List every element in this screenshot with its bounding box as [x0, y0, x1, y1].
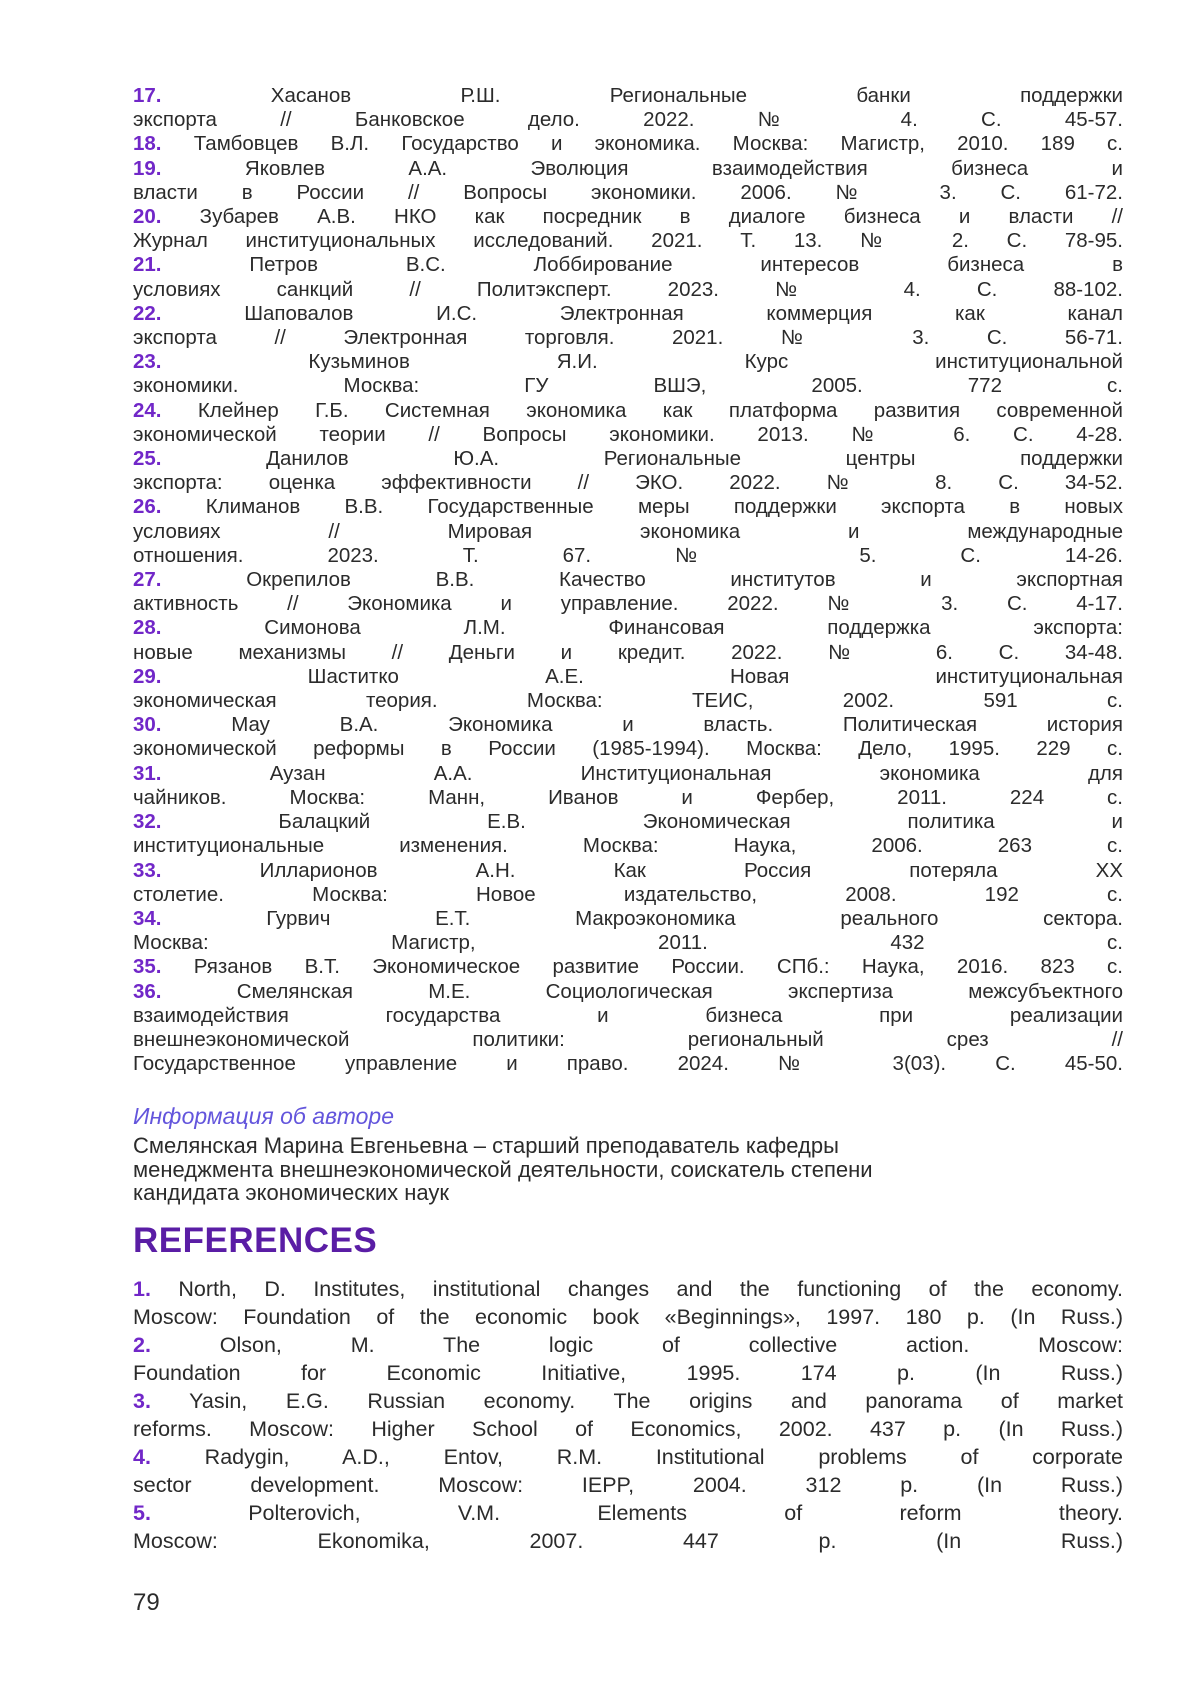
reference-line: 30. Мау В.А. Экономика и власть. Политическая история — [133, 713, 1123, 737]
reference-number: 26. — [133, 495, 162, 519]
reference-line: 32. Балацкий Е.В. Экономическая политика и — [133, 810, 1123, 834]
reference-number: 28. — [133, 616, 162, 640]
reference-line: sector development. Moscow: IEPP, 2004. 312 p. (In Russ.) — [133, 1472, 1123, 1497]
reference-number: 32. — [133, 810, 162, 834]
reference-line: 21. Петров В.С. Лоббирование интересов бизнеса в — [133, 253, 1123, 277]
reference-number: 5. — [133, 1500, 151, 1525]
reference-line: Moscow: Ekonomika, 2007. 447 p. (In Russ.) — [133, 1528, 1123, 1553]
reference-number: 30. — [133, 713, 162, 737]
reference-line: экспорта // Электронная торговля. 2021. № 3. С. 56-71. — [133, 326, 1123, 350]
reference-line: новые механизмы // Деньги и кредит. 2022. № 6. С. 34-48. — [133, 640, 1123, 664]
references-heading: REFERENCES — [133, 1220, 378, 1260]
reference-line: экономической теории // Вопросы экономики. 2013. № 6. С. 4-28. — [133, 422, 1123, 446]
reference-line: Москва: Магистр, 2011. 432 с. — [133, 931, 1123, 955]
reference-line: власти в России // Вопросы экономики. 2006. № 3. С. 61-72. — [133, 180, 1123, 204]
page-number: 79 — [133, 1588, 160, 1616]
reference-number: 33. — [133, 858, 162, 882]
reference-line: 1. North, D. Institutes, institutional changes and the functioning of the economy. — [133, 1276, 1123, 1301]
reference-line: внешнеэкономической политики: региональный срез // — [133, 1027, 1123, 1051]
reference-number: 18. — [133, 132, 162, 156]
reference-number: 24. — [133, 398, 162, 422]
reference-line: 24. Клейнер Г.Б. Системная экономика как платформа развития современной — [133, 398, 1123, 422]
reference-line: 18. Тамбовцев В.Л. Государство и экономика. Москва: Магистр, 2010. 189 с. — [133, 132, 1123, 156]
reference-line: 36. Смелянская М.Е. Социологическая экспертиза межсубъектного — [133, 979, 1123, 1003]
author-bio — [133, 1134, 1123, 1205]
author-info-section — [133, 1103, 1123, 1205]
reference-line: 3. Yasin, E.G. Russian economy. The origins and panorama of market — [133, 1388, 1123, 1413]
reference-line: институциональные изменения. Москва: Наука, 2006. 263 с. — [133, 834, 1123, 858]
reference-line: экономической реформы в России (1985-1994). Москва: Дело, 1995. 229 с. — [133, 737, 1123, 761]
reference-line: экономическая теория. Москва: ТЕИС, 2002. 591 с. — [133, 689, 1123, 713]
reference-line: 35. Рязанов В.Т. Экономическое развитие России. СПб.: Наука, 2016. 823 с. — [133, 955, 1123, 979]
reference-line: Moscow: Foundation of the economic book «Beginnings», 1997. 180 p. (In Russ.) — [133, 1304, 1123, 1329]
reference-line: 20. Зубарев А.В. НКО как посредник в диалоге бизнеса и власти // — [133, 205, 1123, 229]
reference-line: Государственное управление и право. 2024. № 3(03). С. 45-50. — [133, 1052, 1123, 1076]
reference-line: 22. Шаповалов И.С. Электронная коммерция как канал — [133, 301, 1123, 325]
reference-line: чайников. Москва: Манн, Иванов и Фербер, 2011. 224 с. — [133, 785, 1123, 809]
reference-line: экспорта // Банковское дело. 2022. № 4. С. 45-57. — [133, 108, 1123, 132]
reference-line: reforms. Moscow: Higher School of Economics, 2002. 437 p. (In Russ.) — [133, 1416, 1123, 1441]
reference-number: 21. — [133, 253, 162, 277]
english-reference-list — [133, 1275, 1123, 1555]
reference-number: 23. — [133, 350, 162, 374]
reference-number: 27. — [133, 568, 162, 592]
reference-line: Foundation for Economic Initiative, 1995. 174 p. (In Russ.) — [133, 1360, 1123, 1385]
reference-line: отношения. 2023. Т. 67. № 5. С. 14-26. — [133, 543, 1123, 567]
reference-number: 31. — [133, 761, 162, 785]
russian-reference-list — [133, 84, 1123, 1076]
reference-number: 34. — [133, 906, 162, 930]
reference-line: 2. Olson, M. The logic of collective action. Moscow: — [133, 1332, 1123, 1357]
reference-number: 22. — [133, 301, 162, 325]
reference-number: 20. — [133, 205, 162, 229]
reference-line: 17. Хасанов Р.Ш. Региональные банки поддержки — [133, 84, 1123, 107]
author-bio-line: Смелянская Марина Евгеньевна – старший преподаватель кафедры — [133, 1133, 839, 1159]
reference-number: 4. — [133, 1444, 151, 1469]
reference-number: 3. — [133, 1388, 151, 1413]
reference-line: 27. Окрепилов В.В. Качество институтов и экспортная — [133, 568, 1123, 592]
reference-line: 5. Polterovich, V.M. Elements of reform theory. — [133, 1500, 1123, 1525]
reference-line: экспорта: оценка эффективности // ЭКО. 2022. № 8. С. 34-52. — [133, 471, 1123, 495]
reference-line: 28. Симонова Л.М. Финансовая поддержка экспорта: — [133, 616, 1123, 640]
reference-line: столетие. Москва: Новое издательство, 2008. 192 с. — [133, 882, 1123, 906]
reference-line: взаимодействия государства и бизнеса при реализации — [133, 1003, 1123, 1027]
author-info-heading: Информация об авторе — [133, 1103, 395, 1130]
reference-line: условиях санкций // Политэксперт. 2023. № 4. С. 88-102. — [133, 277, 1123, 301]
reference-line: 23. Кузьминов Я.И. Курс институциональной — [133, 350, 1123, 374]
reference-number: 29. — [133, 664, 162, 688]
reference-number: 19. — [133, 156, 162, 180]
reference-line: 4. Radygin, A.D., Entov, R.M. Institutional problems of corporate — [133, 1444, 1123, 1469]
reference-line: 26. Климанов В.В. Государственные меры поддержки экспорта в новых — [133, 495, 1123, 519]
reference-line: 34. Гурвич Е.Т. Макроэкономика реального сектора. — [133, 906, 1123, 930]
reference-line: условиях // Мировая экономика и международные — [133, 519, 1123, 543]
author-bio-line: менеджмента внешнеэкономической деятельности, соискатель степени — [133, 1156, 873, 1182]
reference-number: 1. — [133, 1276, 151, 1301]
reference-line: 29. Шаститко А.Е. Новая институциональная — [133, 664, 1123, 688]
reference-line: 33. Илларионов А.Н. Как Россия потеряла XX — [133, 858, 1123, 882]
reference-line: 31. Аузан А.А. Институциональная экономика для — [133, 761, 1123, 785]
reference-line: Журнал институциональных исследований. 2021. Т. 13. № 2. С. 78-95. — [133, 229, 1123, 253]
reference-number: 36. — [133, 979, 162, 1003]
reference-line: 25. Данилов Ю.А. Региональные центры поддержки — [133, 447, 1123, 471]
reference-number: 25. — [133, 447, 162, 471]
reference-line: 19. Яковлев А.А. Эволюция взаимодействия бизнеса и — [133, 156, 1123, 180]
reference-number: 17. — [133, 84, 162, 107]
author-bio-line: кандидата экономических наук — [133, 1180, 450, 1206]
reference-number: 35. — [133, 955, 162, 979]
reference-line: активность // Экономика и управление. 2022. № 3. С. 4-17. — [133, 592, 1123, 616]
reference-line: экономики. Москва: ГУ ВШЭ, 2005. 772 с. — [133, 374, 1123, 398]
reference-number: 2. — [133, 1332, 151, 1357]
